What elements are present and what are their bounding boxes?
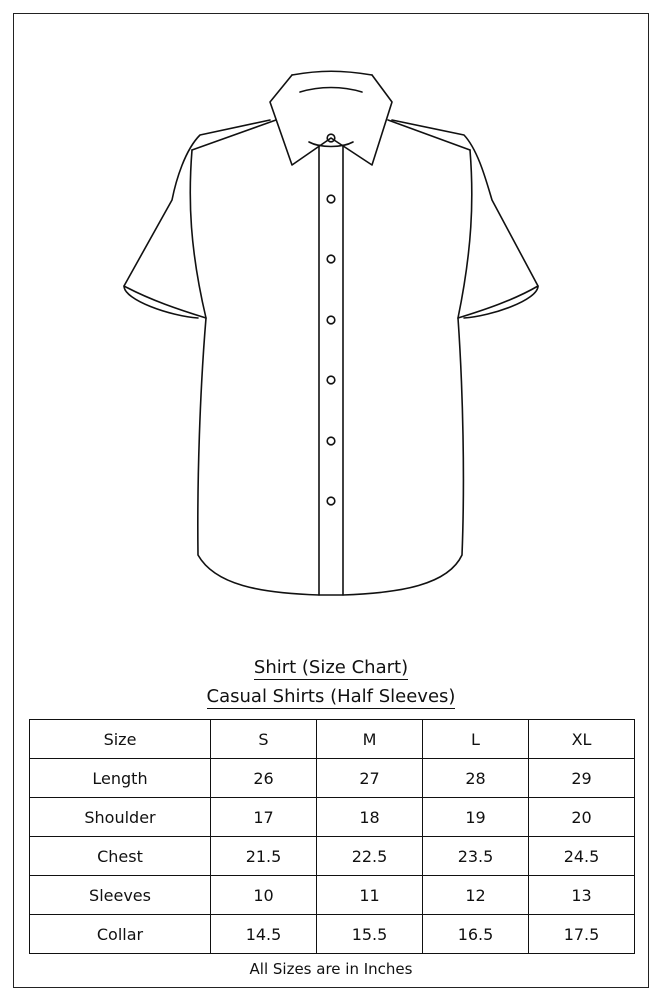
table-cell: 23.5	[423, 837, 529, 876]
chart-title	[0, 657, 662, 678]
size-table-body	[30, 720, 635, 954]
table-cell: 15.5	[317, 915, 423, 954]
table-row	[30, 837, 635, 876]
measurement-label: Length	[30, 759, 211, 798]
size-table	[29, 719, 635, 954]
table-cell: 21.5	[211, 837, 317, 876]
table-cell: 26	[211, 759, 317, 798]
chart-subtitle	[0, 686, 662, 707]
table-cell: 13	[529, 876, 635, 915]
chart-title-text: Shirt (Size Chart)	[253, 657, 409, 678]
table-header-cell: M	[317, 720, 423, 759]
table-cell: 27	[317, 759, 423, 798]
table-row	[30, 798, 635, 837]
table-header-cell: L	[423, 720, 529, 759]
measurement-label: Shoulder	[30, 798, 211, 837]
table-cell: 22.5	[317, 837, 423, 876]
table-cell: 19	[423, 798, 529, 837]
measurement-label: Collar	[30, 915, 211, 954]
measurement-label: Sleeves	[30, 876, 211, 915]
table-header-cell: Size	[30, 720, 211, 759]
table-row	[30, 759, 635, 798]
measurement-label: Chest	[30, 837, 211, 876]
table-row	[30, 915, 635, 954]
chart-subtitle-text: Casual Shirts (Half Sleeves)	[206, 686, 456, 707]
table-row	[30, 876, 635, 915]
table-cell: 14.5	[211, 915, 317, 954]
table-header-cell: XL	[529, 720, 635, 759]
table-cell: 12	[423, 876, 529, 915]
table-cell: 10	[211, 876, 317, 915]
table-cell: 24.5	[529, 837, 635, 876]
table-header-row	[30, 720, 635, 759]
table-cell: 29	[529, 759, 635, 798]
footer-note: All Sizes are in Inches	[249, 960, 413, 978]
table-cell: 17	[211, 798, 317, 837]
table-cell: 28	[423, 759, 529, 798]
table-cell: 18	[317, 798, 423, 837]
table-header-cell: S	[211, 720, 317, 759]
table-cell: 16.5	[423, 915, 529, 954]
table-cell: 20	[529, 798, 635, 837]
table-cell: 11	[317, 876, 423, 915]
table-cell: 17.5	[529, 915, 635, 954]
